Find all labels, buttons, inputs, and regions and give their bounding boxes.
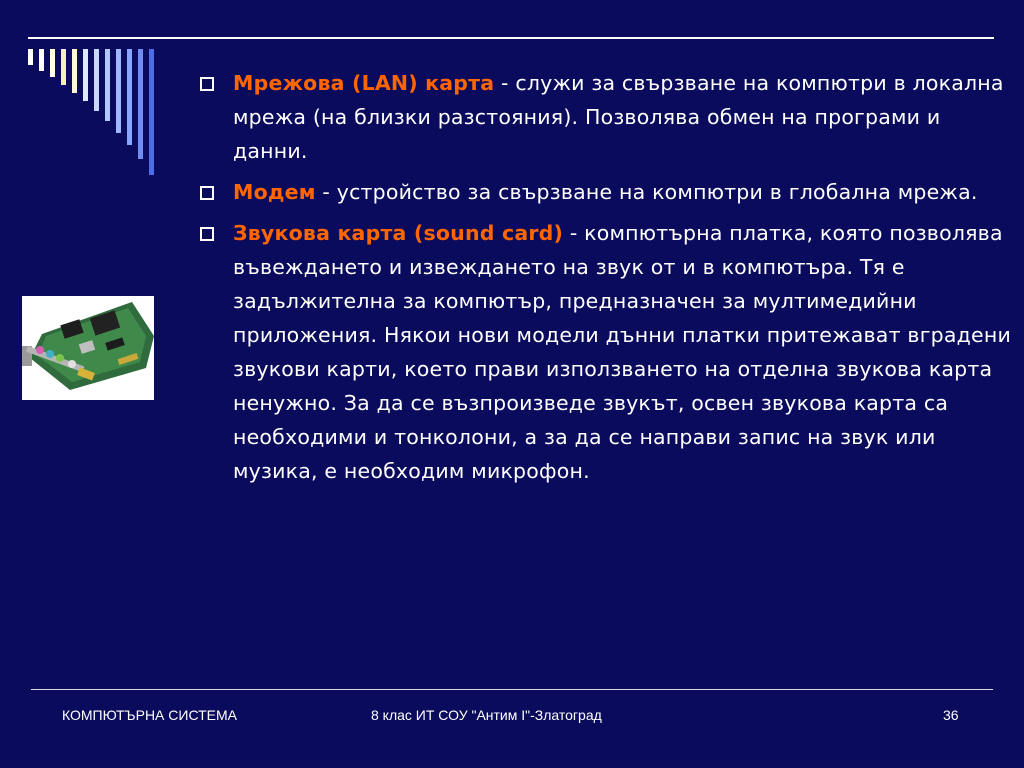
stripe: [127, 49, 132, 145]
page-number: 36: [943, 707, 959, 723]
bullet-term: Модем: [233, 180, 316, 204]
bullet-item-lan: [200, 66, 1016, 168]
stripe: [138, 49, 143, 159]
stripe: [72, 49, 77, 93]
stripe: [149, 49, 154, 175]
bullet-box-icon: [200, 77, 214, 91]
bullet-text: [233, 175, 978, 209]
bullet-description: - служи за свързване на компютри в локална мрежа (на близки разстояния). Позволява обмен на програми и данни.: [233, 71, 1004, 163]
top-rule: [28, 37, 994, 39]
stripe: [61, 49, 66, 85]
sound-card-icon: [22, 296, 154, 400]
footer-title: КОМПЮТЪРНА СИСТЕМА: [62, 707, 237, 723]
stripe: [83, 49, 88, 101]
bullet-text: [233, 66, 1016, 168]
bullet-text: [233, 216, 1016, 488]
stripe: [28, 49, 33, 65]
stripe: [39, 49, 44, 71]
bullet-description: - устройство за свързване на компютри в глобална мрежа.: [315, 180, 978, 204]
stripe: [116, 49, 121, 133]
stripe: [105, 49, 110, 121]
bullet-term: Звукова карта (sound card): [233, 221, 564, 245]
bullet-box-icon: [200, 227, 214, 241]
bullet-box-icon: [200, 186, 214, 200]
bullet-list: [200, 66, 1016, 495]
bullet-item-sound-card: [200, 216, 1016, 488]
bullet-description: - компютърна платка, която позволява въвеждането и извеждането на звук от и в компютъра. Тя е задължителна за компютър, предназначен за мултимедийни приложения. Някои нови модели дънни платки притежават вградени звукови карти, което прави използването на отделна звукова карта ненужно. За да се възпроизведе звукът, освен звукова карта са необходими и тонколони, а за да се направи запис на звук или музика, е необходим микрофон.: [233, 221, 1011, 483]
stripe: [94, 49, 99, 111]
sound-card-photo: [22, 296, 154, 400]
bullet-item-modem: [200, 175, 1016, 209]
bullet-term: Мрежова (LAN) карта: [233, 71, 495, 95]
footer-school: 8 клас ИТ СОУ "Антим I"-Златоград: [371, 707, 602, 723]
bottom-rule: [31, 689, 993, 690]
stripe: [50, 49, 55, 77]
